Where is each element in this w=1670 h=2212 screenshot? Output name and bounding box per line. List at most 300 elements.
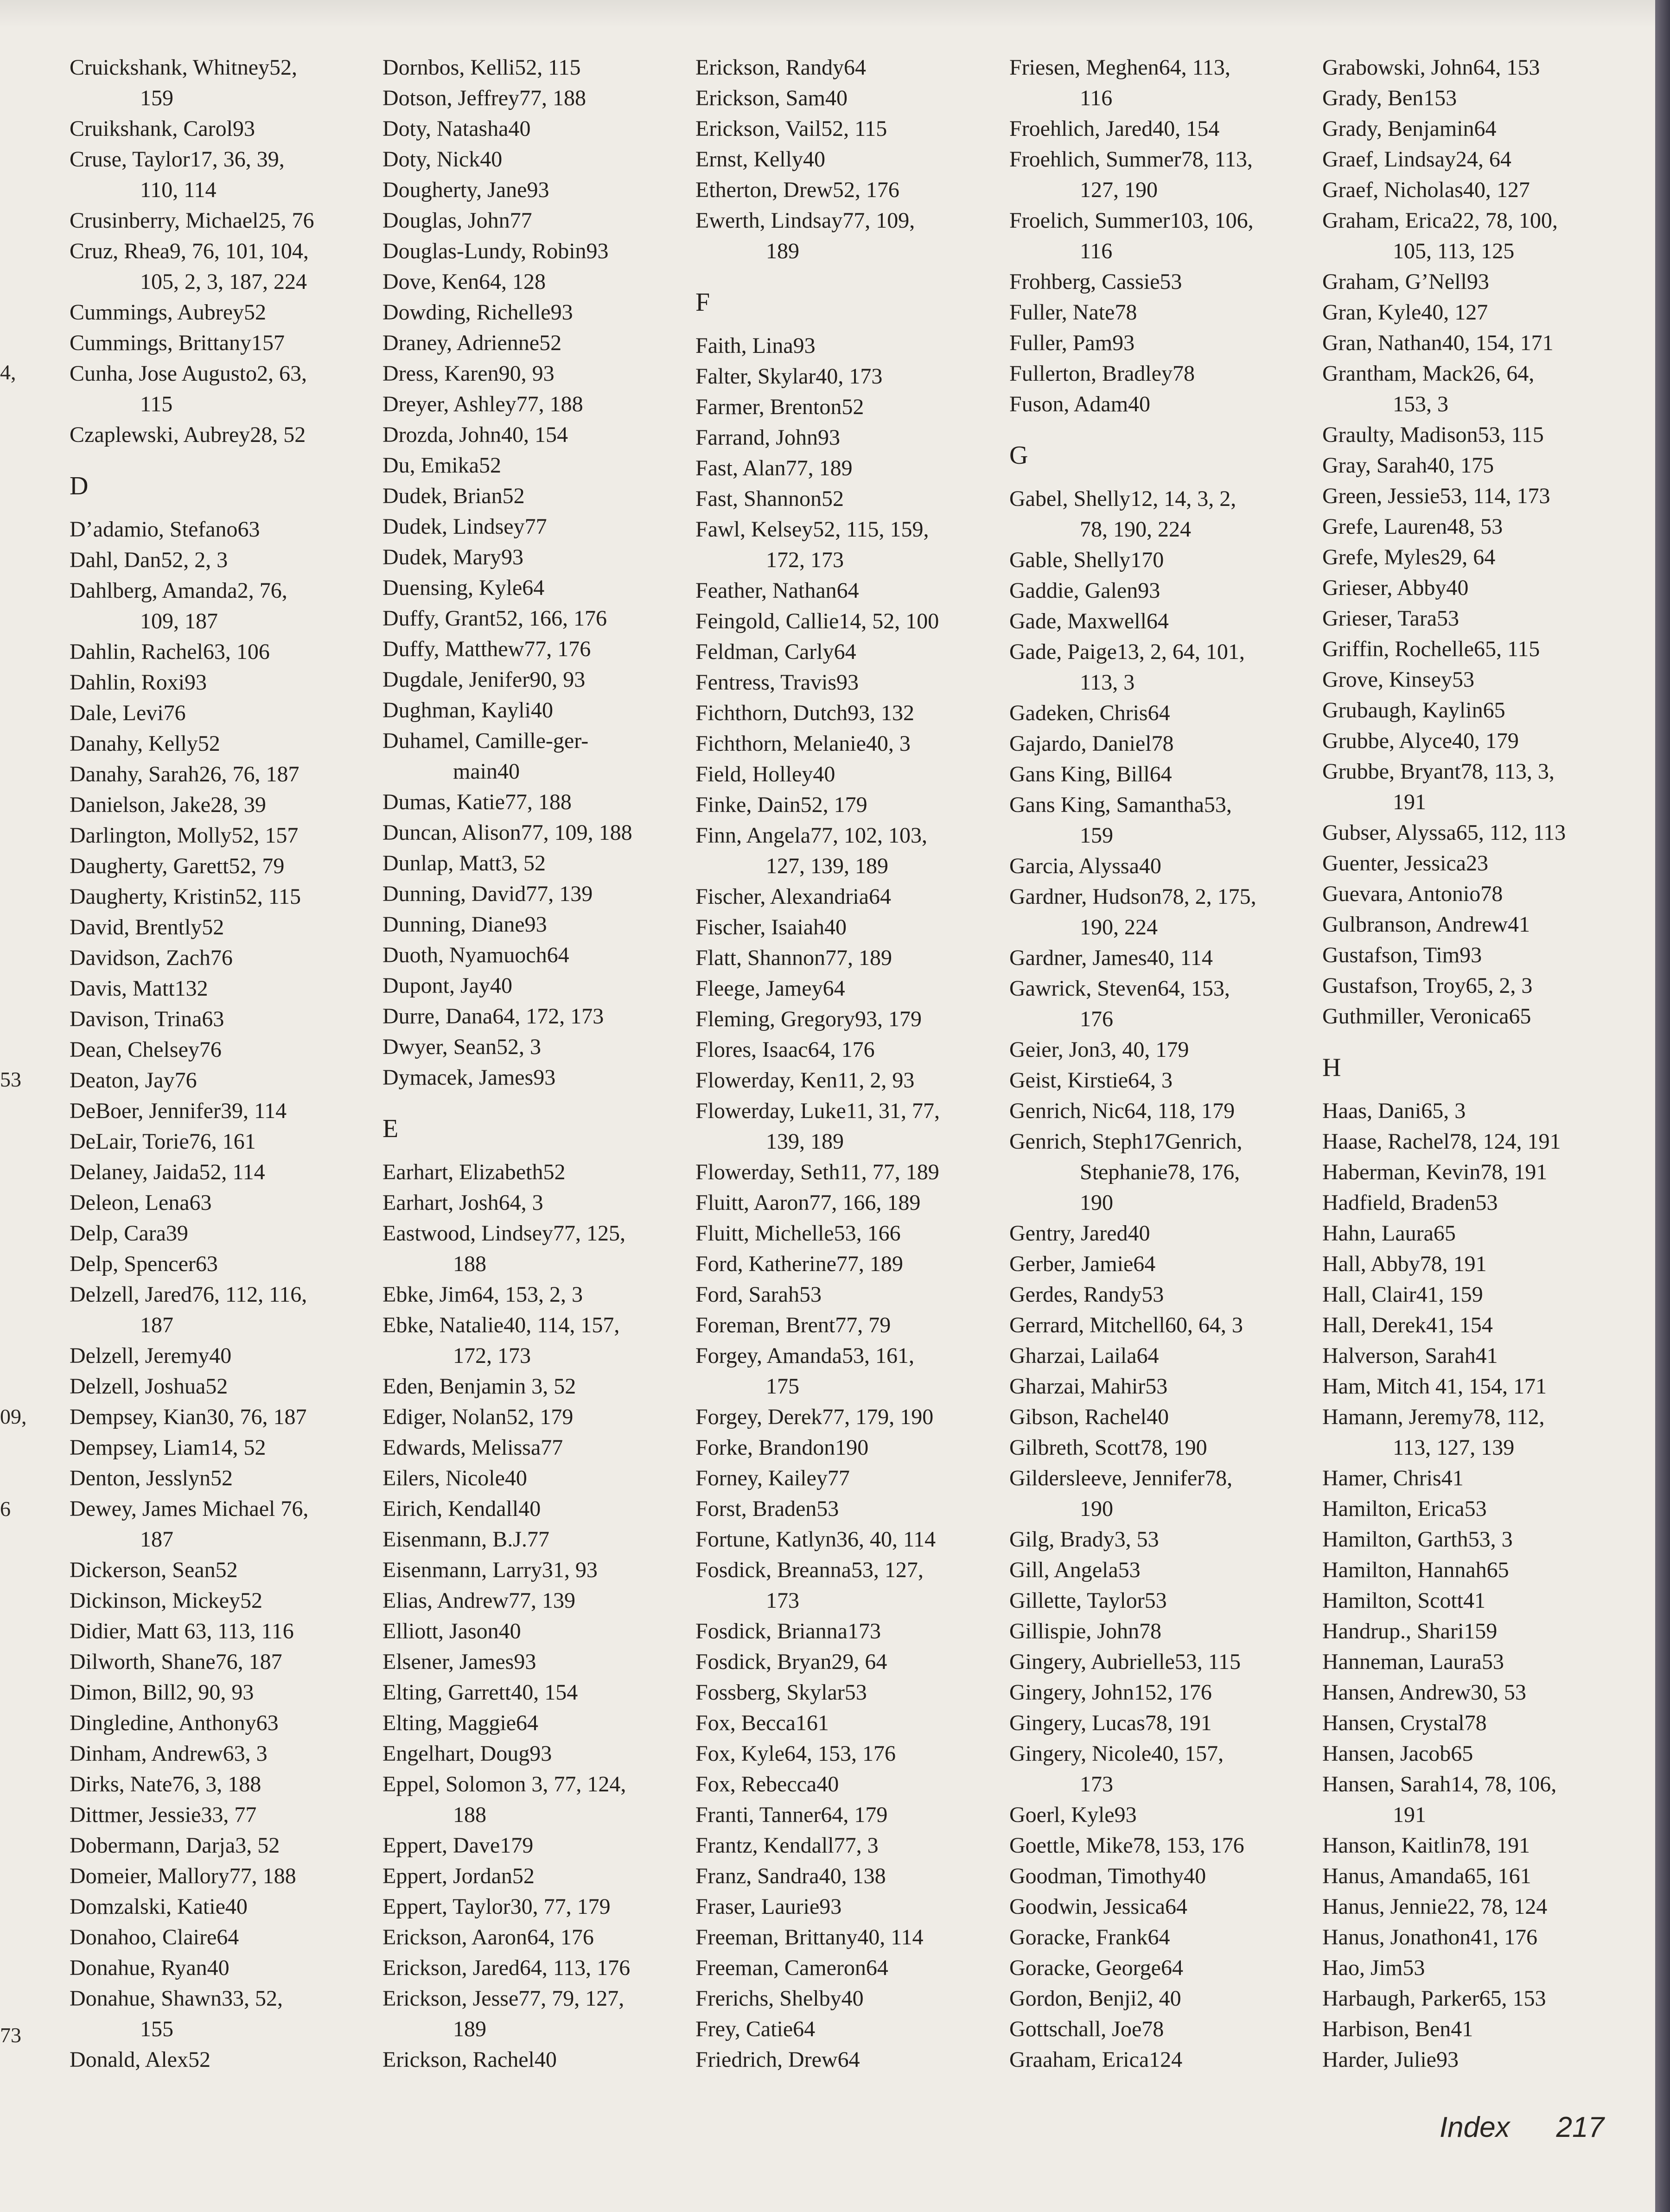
index-entry-text: Forke, Brandon190 — [695, 1435, 869, 1460]
index-entry-text: Fox, Becca161 — [695, 1711, 829, 1735]
index-entry-text: Gingery, John152, 176 — [1009, 1680, 1212, 1705]
index-entry — [382, 1279, 684, 1310]
index-entry-text: Flowerday, Luke11, 31, 77, — [695, 1099, 940, 1123]
index-entry — [70, 820, 371, 851]
index-entry-text: Dahlberg, Amanda2, 76, — [70, 578, 287, 603]
index-entry — [1009, 1065, 1311, 1096]
index-entry-text: Haase, Rachel78, 124, 191 — [1322, 1129, 1561, 1154]
index-entry-text: Gerdes, Randy53 — [1009, 1282, 1164, 1307]
index-entry — [70, 1494, 371, 1555]
index-entry — [695, 1279, 997, 1310]
index-entry — [1009, 1708, 1311, 1739]
index-entry — [1009, 1249, 1311, 1279]
index-entry — [1009, 1096, 1311, 1126]
index-entry-text: Cummings, Aubrey52 — [70, 300, 267, 325]
index-entry-text: Grubbe, Bryant78, 113, 3, — [1322, 759, 1555, 784]
index-entry — [1322, 726, 1624, 756]
index-entry — [695, 1616, 997, 1647]
index-entry — [1322, 1096, 1624, 1126]
index-entry-text: Goerl, Kyle93 — [1009, 1803, 1137, 1827]
index-entry-text: Dougherty, Jane93 — [382, 178, 549, 202]
index-entry-text: Dornbos, Kelli52, 115 — [382, 55, 581, 80]
page-footer — [1440, 2111, 1604, 2144]
index-entry-text: Du, Emika52 — [382, 453, 501, 478]
index-entry — [695, 1647, 997, 1677]
index-entry-text: Hansen, Andrew30, 53 — [1322, 1680, 1526, 1705]
index-entry — [382, 1555, 684, 1585]
index-letter-heading: G — [1009, 441, 1028, 470]
index-entry-text: Dempsey, Kian30, 76, 187 — [70, 1405, 307, 1429]
index-entry-text: Field, Holley40 — [695, 762, 835, 786]
index-entry — [695, 790, 997, 820]
index-entry-text: Fosdick, Bryan29, 64 — [695, 1649, 887, 1674]
index-entry — [695, 2014, 997, 2045]
index-entry-text: David, Brently52 — [70, 915, 224, 940]
index-entry — [1322, 1769, 1624, 1830]
index-entry — [1322, 634, 1624, 665]
index-entry-text: Dudek, Brian52 — [382, 484, 525, 508]
index-entry-text: Faith, Lina93 — [695, 333, 816, 358]
index-entry — [70, 1402, 371, 1432]
index-entry — [695, 1157, 997, 1188]
index-entry — [1009, 1371, 1311, 1402]
index-entry-text: Ewerth, Lindsay77, 109, — [695, 208, 915, 233]
index-entry-text: Gingery, Lucas78, 191 — [1009, 1711, 1212, 1735]
index-entry-continuation: 176 — [1080, 1007, 1113, 1031]
index-entry-text: Griffin, Rochelle65, 115 — [1322, 637, 1540, 661]
index-entry — [1322, 1001, 1624, 1032]
index-entry-text: DeLair, Torie76, 161 — [70, 1129, 256, 1154]
index-entry-text: Davis, Matt132 — [70, 976, 208, 1001]
index-entry-text: Forst, Braden53 — [695, 1496, 839, 1521]
index-entry-text: Cruse, Taylor17, 36, 39, — [70, 147, 285, 172]
index-entry-text: Eden, Benjamin 3, 52 — [382, 1374, 576, 1399]
index-entry — [70, 1004, 371, 1035]
index-entry-text: Danahy, Kelly52 — [70, 731, 220, 756]
index-entry — [382, 1494, 684, 1524]
index-entry-text: Gadeken, Chris64 — [1009, 701, 1170, 725]
index-entry — [382, 848, 684, 879]
index-entry-continuation: 189 — [766, 239, 799, 263]
index-entry — [70, 1555, 371, 1585]
index-entry-continuation: 173 — [766, 1588, 799, 1613]
index-entry-text: Ebke, Natalie40, 114, 157, — [382, 1313, 620, 1337]
index-entry-text: Dotson, Jeffrey77, 188 — [382, 86, 586, 110]
index-entry — [1322, 1892, 1624, 1922]
index-entry-text: Danahy, Sarah26, 76, 187 — [70, 762, 300, 786]
index-entry — [1322, 1341, 1624, 1371]
index-entry — [382, 909, 684, 940]
index-entry-text: Donahue, Shawn33, 52, — [70, 1986, 283, 2011]
index-entry-text: Ernst, Kelly40 — [695, 147, 825, 172]
index-entry — [695, 667, 997, 698]
index-column-1 — [70, 52, 371, 2075]
index-entry-text: Eisenmann, Larry31, 93 — [382, 1558, 598, 1582]
index-entry — [70, 2045, 371, 2075]
index-entry-text: Gran, Kyle40, 127 — [1322, 300, 1488, 325]
index-entry — [70, 1922, 371, 1953]
index-entry-text: Froehlich, Jared40, 154 — [1009, 116, 1220, 141]
index-entry-text: Duffy, Matthew77, 176 — [382, 637, 591, 661]
index-entry-text: Frohberg, Cassie53 — [1009, 269, 1182, 294]
index-entry-text: Earhart, Elizabeth52 — [382, 1160, 566, 1184]
index-entry — [1322, 1953, 1624, 1983]
page-number: 217 — [1556, 2111, 1604, 2143]
index-entry — [1322, 267, 1624, 297]
index-entry-text: Goettle, Mike78, 153, 176 — [1009, 1833, 1244, 1858]
index-entry-text: Dumas, Katie77, 188 — [382, 790, 572, 814]
index-entry-text: Hamilton, Scott41 — [1322, 1588, 1485, 1613]
index-entry-continuation: 159 — [140, 86, 173, 110]
index-entry — [1322, 297, 1624, 328]
index-entry-text: Goodman, Timothy40 — [1009, 1864, 1206, 1888]
index-entry-text: Gawrick, Steven64, 153, — [1009, 976, 1230, 1001]
index-entry — [1009, 1402, 1311, 1432]
index-entry — [382, 1892, 684, 1922]
index-entry-text: Eilers, Nicole40 — [382, 1466, 527, 1490]
index-entry-text: Dughman, Kayli40 — [382, 698, 553, 722]
index-entry-text: Harbaugh, Parker65, 153 — [1322, 1986, 1546, 2011]
index-entry — [70, 52, 371, 114]
index-entry-text: Gade, Paige13, 2, 64, 101, — [1009, 639, 1245, 664]
index-entry-text: D’adamio, Stefano63 — [70, 517, 260, 542]
index-entry — [1322, 1922, 1624, 1953]
index-entry — [1009, 759, 1311, 790]
index-entry — [70, 575, 371, 637]
index-entry — [1322, 1861, 1624, 1892]
index-entry-text: Ham, Mitch 41, 154, 171 — [1322, 1374, 1547, 1399]
index-entry — [382, 1032, 684, 1062]
index-entry — [1322, 1218, 1624, 1249]
index-entry-continuation: 105, 2, 3, 187, 224 — [140, 269, 307, 294]
index-entry-text: Hamilton, Garth53, 3 — [1322, 1527, 1513, 1552]
index-entry-continuation: Stephanie78, 176, — [1080, 1160, 1240, 1184]
index-entry-text: Cunha, Jose Augusto2, 63, — [70, 361, 307, 386]
index-entry — [695, 514, 997, 575]
index-entry — [1009, 790, 1311, 851]
index-entry-continuation: 153, 3 — [1393, 392, 1448, 416]
index-entry-text: Dupont, Jay40 — [382, 973, 512, 998]
index-entry — [1322, 1708, 1624, 1739]
index-entry — [382, 420, 684, 450]
index-entry-text: Fleege, Jamey64 — [695, 976, 845, 1001]
index-entry — [1322, 2014, 1624, 2045]
index-entry — [1322, 420, 1624, 450]
index-entry — [70, 973, 371, 1004]
index-entry-continuation: 172, 173 — [453, 1343, 531, 1368]
index-entry-continuation: 113, 127, 139 — [1393, 1435, 1515, 1460]
index-entry-text: Feldman, Carly64 — [695, 639, 856, 664]
index-entry-text: Elting, Maggie64 — [382, 1711, 538, 1735]
index-entry-text: Handrup., Shari159 — [1322, 1619, 1498, 1643]
index-entry — [1009, 1310, 1311, 1341]
index-entry-text: Dunning, David77, 139 — [382, 882, 593, 906]
margin-fragment: 53 — [0, 1068, 21, 1091]
index-entry — [695, 392, 997, 422]
index-entry-text: Frey, Catie64 — [695, 2017, 816, 2041]
index-entry-text: Delaney, Jaida52, 114 — [70, 1160, 265, 1184]
index-entry — [695, 759, 997, 790]
margin-fragment: 09, — [0, 1405, 27, 1428]
index-entry — [382, 1371, 684, 1402]
index-entry — [70, 790, 371, 820]
index-entry-text: Hansen, Jacob65 — [1322, 1741, 1473, 1766]
index-entry — [1009, 1585, 1311, 1616]
index-entry-text: Graulty, Madison53, 115 — [1322, 422, 1544, 447]
index-entry-text: Elias, Andrew77, 139 — [382, 1588, 575, 1613]
index-entry — [382, 1769, 684, 1830]
index-entry-text: Fox, Kyle64, 153, 176 — [695, 1741, 896, 1766]
index-entry — [382, 1524, 684, 1555]
index-entry-text: Daugherty, Garett52, 79 — [70, 854, 285, 878]
index-entry-text: Dinham, Andrew63, 3 — [70, 1741, 268, 1766]
index-entry-continuation: 190 — [1080, 1190, 1113, 1215]
index-entry-continuation: 187 — [140, 1313, 173, 1337]
index-entry — [382, 450, 684, 481]
index-entry-text: Doty, Nick40 — [382, 147, 503, 172]
index-entry-text: Eppel, Solomon 3, 77, 124, — [382, 1772, 626, 1796]
index-entry — [382, 1001, 684, 1032]
index-entry — [1009, 1126, 1311, 1188]
index-entry-text: Flores, Isaac64, 176 — [695, 1037, 875, 1062]
index-entry-text: Edwards, Melissa77 — [382, 1435, 563, 1460]
index-entry — [382, 726, 684, 787]
index-entry-text: Guthmiller, Veronica65 — [1322, 1004, 1531, 1029]
index-entry-text: Elliott, Jason40 — [382, 1619, 521, 1643]
index-entry-text: Foreman, Brent77, 79 — [695, 1313, 891, 1337]
index-entry-continuation: 155 — [140, 2017, 173, 2041]
index-entry-text: Friedrich, Drew64 — [695, 2047, 860, 2072]
index-entry-text: Fawl, Kelsey52, 115, 159, — [695, 517, 929, 542]
index-entry — [1322, 848, 1624, 879]
index-entry — [70, 1035, 371, 1065]
index-entry-continuation: 190 — [1080, 1496, 1113, 1521]
index-entry-text: Dahlin, Rachel63, 106 — [70, 639, 270, 664]
index-entry-continuation: 187 — [140, 1527, 173, 1552]
index-entry — [70, 514, 371, 545]
index-entry-text: Franz, Sandra40, 138 — [695, 1864, 886, 1888]
index-entry-text: Fuller, Pam93 — [1009, 331, 1135, 355]
index-entry — [1009, 389, 1311, 420]
index-entry-text: Hao, Jim53 — [1322, 1956, 1425, 1980]
index-entry-text: Etherton, Drew52, 176 — [695, 178, 899, 202]
index-entry — [70, 1708, 371, 1739]
index-entry-text: Garcia, Alyssa40 — [1009, 854, 1161, 878]
index-entry-continuation: 113, 3 — [1080, 670, 1135, 695]
index-entry-text: Eirich, Kendall40 — [382, 1496, 541, 1521]
index-entry-text: Fuson, Adam40 — [1009, 392, 1151, 416]
index-entry — [382, 1739, 684, 1769]
index-entry-text: Doty, Natasha40 — [382, 116, 531, 141]
index-entry-text: Didier, Matt 63, 113, 116 — [70, 1619, 294, 1643]
index-entry-text: Cruz, Rhea9, 76, 101, 104, — [70, 239, 309, 263]
index-entry — [695, 422, 997, 453]
index-entry-text: Dean, Chelsey76 — [70, 1037, 222, 1062]
index-column-4 — [1009, 52, 1311, 2075]
index-entry — [382, 389, 684, 420]
index-entry-text: Hanneman, Laura53 — [1322, 1649, 1504, 1674]
index-entry — [695, 52, 997, 83]
index-entry — [695, 1004, 997, 1035]
index-entry-text: Fast, Alan77, 189 — [695, 456, 853, 480]
index-entry — [70, 1892, 371, 1922]
index-entry — [382, 236, 684, 267]
index-entry-text: Gajardo, Daniel78 — [1009, 731, 1174, 756]
index-entry — [1322, 1494, 1624, 1524]
index-entry — [1009, 943, 1311, 973]
index-entry-text: Genrich, Nic64, 118, 179 — [1009, 1099, 1235, 1123]
index-entry — [695, 2045, 997, 2075]
index-entry-text: Dreyer, Ashley77, 188 — [382, 392, 583, 416]
index-entry — [382, 603, 684, 634]
index-entry-text: Feingold, Callie14, 52, 100 — [695, 609, 939, 633]
index-letter-heading: D — [70, 472, 89, 500]
index-entry — [382, 665, 684, 695]
index-entry — [382, 1677, 684, 1708]
left-margin-fragments — [0, 0, 27, 2212]
index-entry — [382, 634, 684, 665]
index-entry-text: Durre, Dana64, 172, 173 — [382, 1004, 604, 1029]
index-entry — [70, 1616, 371, 1647]
index-entry-text: Falter, Skylar40, 173 — [695, 364, 883, 389]
index-entry-text: Dilworth, Shane76, 187 — [70, 1649, 282, 1674]
page-edge-shadow — [1655, 0, 1670, 2212]
index-entry-text: Hanus, Amanda65, 161 — [1322, 1864, 1531, 1888]
index-entry-text: Dudek, Lindsey77 — [382, 514, 547, 539]
index-entry-text: Gable, Shelly170 — [1009, 548, 1164, 572]
index-entry-text: Haberman, Kevin78, 191 — [1322, 1160, 1548, 1184]
index-entry — [695, 1892, 997, 1922]
index-entry-continuation: 109, 187 — [140, 609, 218, 633]
index-entry-text: Fluitt, Aaron77, 166, 189 — [695, 1190, 921, 1215]
index-entry — [1322, 542, 1624, 573]
index-entry — [695, 453, 997, 484]
index-entry — [1322, 879, 1624, 909]
index-entry — [695, 1402, 997, 1432]
index-entry — [1009, 1647, 1311, 1677]
index-entry — [1322, 1555, 1624, 1585]
index-entry-text: Forgey, Amanda53, 161, — [695, 1343, 914, 1368]
index-entry-text: Dahl, Dan52, 2, 3 — [70, 548, 228, 572]
index-entry-text: Dickinson, Mickey52 — [70, 1588, 262, 1613]
index-entry — [695, 1310, 997, 1341]
index-entry-text: Deaton, Jay76 — [70, 1068, 197, 1093]
index-entry-text: Dirks, Nate76, 3, 188 — [70, 1772, 261, 1796]
index-entry — [382, 1402, 684, 1432]
index-entry — [70, 1432, 371, 1463]
index-entry-continuation: 188 — [453, 1252, 486, 1276]
index-entry — [382, 1157, 684, 1188]
index-entry — [695, 1677, 997, 1708]
index-entry-text: Crusinberry, Michael25, 76 — [70, 208, 314, 233]
margin-fragment: 73 — [0, 2023, 21, 2047]
index-entry-text: Grefe, Lauren48, 53 — [1322, 514, 1503, 539]
index-entry — [382, 695, 684, 726]
index-entry — [70, 698, 371, 729]
index-entry-text: Graham, Erica22, 78, 100, — [1322, 208, 1558, 233]
index-entry-text: Harder, Julie93 — [1322, 2047, 1459, 2072]
index-entry-text: Grieser, Tara53 — [1322, 606, 1460, 631]
index-entry — [695, 973, 997, 1004]
index-entry — [1009, 1616, 1311, 1647]
index-entry-text: Gubser, Alyssa65, 112, 113 — [1322, 820, 1566, 845]
index-entry — [1322, 144, 1624, 175]
index-entry — [382, 205, 684, 236]
index-entry-text: Ford, Sarah53 — [695, 1282, 822, 1307]
index-entry-text: Flowerday, Seth11, 77, 189 — [695, 1160, 939, 1184]
index-entry — [382, 1922, 684, 1953]
index-entry — [70, 759, 371, 790]
index-entry-text: Dunning, Diane93 — [382, 912, 547, 937]
index-entry — [695, 606, 997, 637]
index-entry-text: Dress, Karen90, 93 — [382, 361, 555, 386]
index-entry-text: Gillette, Taylor53 — [1009, 1588, 1167, 1613]
margin-fragment: 4, — [0, 360, 16, 384]
index-entry — [70, 1096, 371, 1126]
index-entry-text: Danielson, Jake28, 39 — [70, 793, 266, 817]
index-entry-text: Dickerson, Sean52 — [70, 1558, 238, 1582]
index-entry-text: Dimon, Bill2, 90, 93 — [70, 1680, 254, 1705]
index-entry-text: Grubaugh, Kaylin65 — [1322, 698, 1505, 722]
index-entry — [1322, 1249, 1624, 1279]
index-entry-text: Gingery, Aubrielle53, 115 — [1009, 1649, 1241, 1674]
index-entry — [695, 1065, 997, 1096]
index-entry-text: Delzell, Jeremy40 — [70, 1343, 232, 1368]
index-entry — [382, 1585, 684, 1616]
index-entry-text: Geist, Kirstie64, 3 — [1009, 1068, 1173, 1093]
index-entry — [70, 943, 371, 973]
index-entry — [695, 1922, 997, 1953]
index-entry — [1009, 1739, 1311, 1800]
index-entry-text: Donahue, Ryan40 — [70, 1956, 229, 1980]
index-entry — [1322, 1126, 1624, 1157]
index-letter-heading: F — [695, 288, 710, 317]
index-entry — [1322, 818, 1624, 848]
index-entry-text: Hanson, Kaitlin78, 191 — [1322, 1833, 1530, 1858]
index-entry — [695, 1463, 997, 1494]
index-entry — [382, 1310, 684, 1371]
index-entry-text: Fosdick, Brianna173 — [695, 1619, 881, 1643]
index-entry — [70, 729, 371, 759]
index-entry — [695, 205, 997, 267]
index-entry-text: Delzell, Joshua52 — [70, 1374, 228, 1399]
index-entry — [70, 420, 371, 450]
index-entry — [695, 1218, 997, 1249]
index-entry-continuation: 116 — [1080, 86, 1113, 110]
index-entry-text: Fischer, Isaiah40 — [695, 915, 847, 940]
index-entry-text: Gillispie, John78 — [1009, 1619, 1162, 1643]
index-entry — [695, 729, 997, 759]
index-entry — [1009, 2014, 1311, 2045]
index-entry-text: Erickson, Sam40 — [695, 86, 848, 110]
index-entry — [1322, 756, 1624, 818]
index-entry-text: Dempsey, Liam14, 52 — [70, 1435, 266, 1460]
index-entry — [70, 1647, 371, 1677]
index-entry — [1322, 665, 1624, 695]
index-entry-text: Hadfield, Braden53 — [1322, 1190, 1498, 1215]
index-entry-text: Dymacek, James93 — [382, 1065, 556, 1090]
index-entry-continuation: 188 — [453, 1803, 486, 1827]
index-entry-text: Hansen, Sarah14, 78, 106, — [1322, 1772, 1557, 1796]
index-entry — [1009, 1861, 1311, 1892]
index-entry — [1322, 83, 1624, 114]
index-entry-text: Gustafson, Tim93 — [1322, 943, 1482, 967]
index-entry — [70, 236, 371, 297]
index-entry — [1009, 1983, 1311, 2014]
index-entry — [695, 331, 997, 361]
index-entry-text: Grady, Ben153 — [1322, 86, 1457, 110]
index-entry-text: Hall, Abby78, 191 — [1322, 1252, 1487, 1276]
